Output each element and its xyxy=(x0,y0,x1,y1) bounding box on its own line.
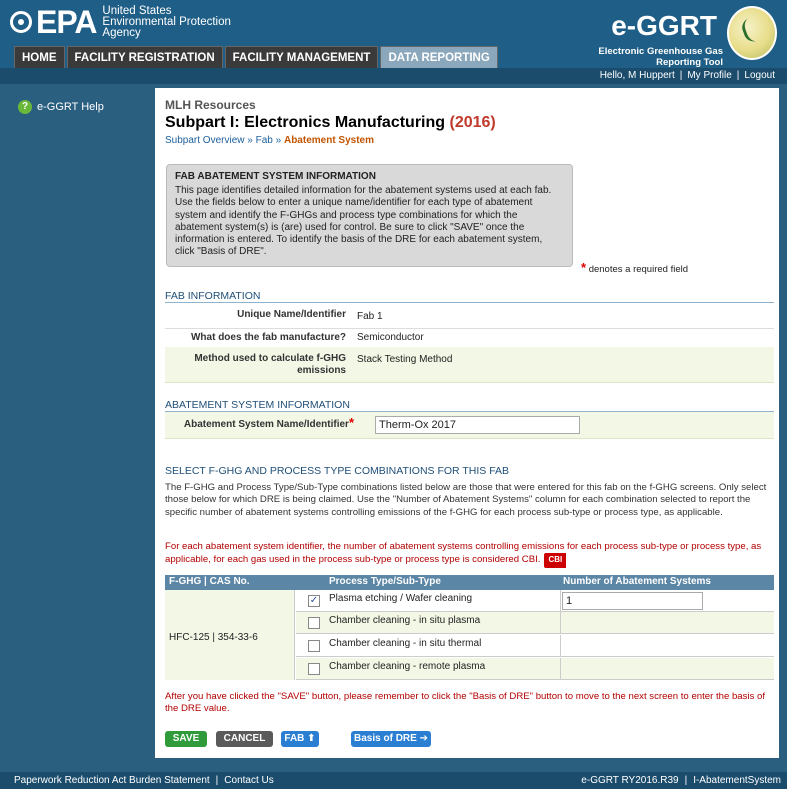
paperwork-link[interactable]: Paperwork Reduction Act Burden Statement xyxy=(14,775,210,786)
epa-agency-name: United States Environmental Protection Agency xyxy=(102,4,231,39)
main-content xyxy=(155,88,779,758)
fab-button[interactable]: FAB ⬆ xyxy=(281,731,319,747)
user-greeting: Hello, M Huppert xyxy=(599,70,675,81)
select-instructions: The F-GHG and Process Type/Sub-Type combinations listed below are those that were entered for this fab on the f-GHG screens. Only select those below for which DRE is being claimed. Use the "Number of Abatement Systems" column for each combination selected to report the specific number of abatement systems controlling emissions of the f-GHG for each process sub-type or process type, as applicable. xyxy=(165,482,767,518)
abatement-name-input[interactable]: Therm-Ox 2017 xyxy=(375,416,580,434)
crumb-fab[interactable]: Fab xyxy=(255,135,273,146)
crumb-subpart-overview[interactable]: Subpart Overview xyxy=(165,135,245,146)
breadcrumb: Subpart Overview » Fab » Abatement System xyxy=(165,135,374,146)
epa-mark: EPA xyxy=(10,4,96,41)
eggrt-logo xyxy=(579,4,779,66)
site-header xyxy=(0,0,787,68)
select-heading: SELECT F-GHG AND PROCESS TYPE COMBINATIONS FOR THIS FAB xyxy=(165,465,510,477)
help-link[interactable]: ? e-GGRT Help xyxy=(14,92,155,122)
logout-link[interactable]: Logout xyxy=(744,70,775,81)
cancel-button[interactable]: CANCEL xyxy=(216,731,273,747)
user-bar: Hello, M Huppert | My Profile | Logout xyxy=(0,68,787,84)
table-body xyxy=(165,590,774,680)
count-cell xyxy=(560,590,774,612)
abatement-count-input[interactable]: 1 xyxy=(562,592,703,610)
epa-logo[interactable] xyxy=(10,5,231,39)
fab-method-row: Method used to calculate f-GHG emissions Stack Testing Method xyxy=(165,347,774,383)
tab-facility-registration[interactable]: FACILITY REGISTRATION xyxy=(67,46,223,68)
gas-cell: HFC-125 | 354-33-6 xyxy=(165,590,295,680)
info-body: This page identifies detailed information for the abatement systems used at each fab. Use the fields below to enter a unique name/identifier for each type of abatement system and identify the F-GHGs and process type combinations for which the abatement system(s) is (are) used for control. Be sure to click "SAVE" once the information is entered. To identify the basis of the DRE for each abatement system, click "Basis of DRE". xyxy=(175,185,552,258)
info-box xyxy=(166,164,573,267)
info-heading: FAB ABATEMENT SYSTEM INFORMATION xyxy=(175,171,376,182)
my-profile-link[interactable]: My Profile xyxy=(687,70,732,81)
fab-name-value: Fab 1 xyxy=(357,311,383,322)
col-fghg: F-GHG | CAS No. xyxy=(169,576,250,587)
process-checkbox[interactable] xyxy=(308,617,320,629)
table-header xyxy=(165,575,774,590)
main-nav xyxy=(14,46,498,68)
col-process-type: Process Type/Sub-Type xyxy=(329,576,441,587)
count-cell xyxy=(560,658,774,680)
tab-facility-management[interactable]: FACILITY MANAGEMENT xyxy=(225,46,379,68)
crumb-current: Abatement System xyxy=(283,135,374,146)
process-checkbox[interactable] xyxy=(308,640,320,652)
organization-name: MLH Resources xyxy=(165,98,256,112)
cbi-badge: CBI xyxy=(544,553,566,567)
contact-link[interactable]: Contact Us xyxy=(224,775,274,786)
abatement-heading: ABATEMENT SYSTEM INFORMATION xyxy=(165,399,774,412)
eggrt-subtitle: Electronic Greenhouse Gas Reporting Tool xyxy=(598,46,723,68)
version-label: e-GGRT RY2016.R39 xyxy=(581,775,679,786)
process-checkbox[interactable]: ✓ xyxy=(309,595,319,606)
cbi-notice: For each abatement system identifier, the number of abatement systems controlling emissions for each process sub-type or process type, as applicable, for each gas used in the process sub-type or process type is considered CBI. CBI xyxy=(165,541,774,568)
fab-method-value: Stack Testing Method xyxy=(357,354,453,365)
after-save-note: After you have clicked the "SAVE" button, please remember to click the "Basis of DRE" button to move to the next screen to enter the basis of the DRE value. xyxy=(165,691,766,715)
basis-of-dre-button[interactable]: Basis of DRE ➔ xyxy=(351,731,431,747)
fghg-process-table xyxy=(165,575,774,680)
screen-id-label: I-AbatementSystem xyxy=(693,775,781,786)
eggrt-title: e-GGRT xyxy=(611,10,717,41)
eggrt-heron-icon xyxy=(727,6,777,60)
col-number-abatement: Number of Abatement Systems xyxy=(563,576,711,587)
table-row: Chamber cleaning - in situ plasma xyxy=(296,612,774,634)
fab-name-row: Unique Name/Identifier Fab 1 xyxy=(165,305,774,329)
site-footer: Paperwork Reduction Act Burden Statement | Contact Us e-GGRT RY2016.R39 | I-AbatementSystem xyxy=(0,772,787,789)
table-row: Chamber cleaning - in situ thermal xyxy=(296,635,774,657)
table-row: Chamber cleaning - remote plasma xyxy=(296,658,774,680)
left-sidebar xyxy=(14,92,155,754)
table-row: ✓ Plasma etching / Wafer cleaning 1 xyxy=(296,590,774,612)
count-cell xyxy=(560,612,774,634)
epa-flower-icon xyxy=(10,11,32,33)
abatement-name-row: Abatement System Name/Identifier* Therm-Ox 2017 xyxy=(165,412,774,439)
count-cell xyxy=(560,635,774,657)
tab-home[interactable]: HOME xyxy=(14,46,65,68)
help-icon: ? xyxy=(18,100,32,114)
fab-info-heading: FAB INFORMATION xyxy=(165,290,774,303)
tab-data-reporting[interactable]: DATA REPORTING xyxy=(380,46,497,68)
required-note: * denotes a required field xyxy=(581,260,688,275)
save-button[interactable]: SAVE xyxy=(165,731,207,747)
fab-mfg-value: Semiconductor xyxy=(357,332,424,343)
process-checkbox[interactable] xyxy=(308,663,320,675)
page-title: Subpart I: Electronics Manufacturing (2016) xyxy=(165,114,496,131)
fab-mfg-row: What does the fab manufacture? Semiconductor xyxy=(190,332,424,343)
